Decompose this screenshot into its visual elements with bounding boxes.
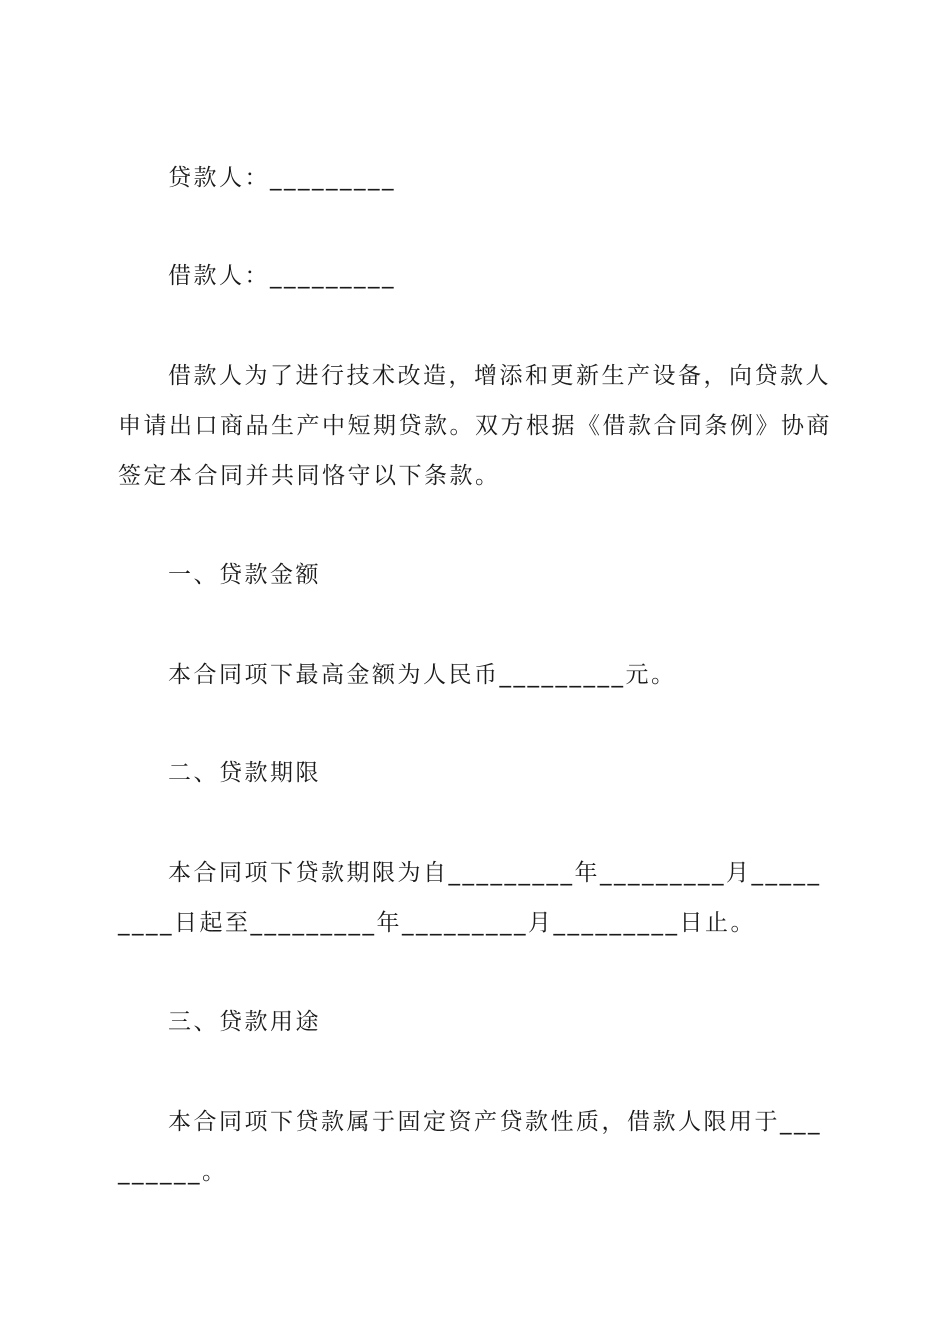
lender-line: 贷款人：_________ <box>168 165 396 191</box>
borrower-line: 借款人：_________ <box>168 263 396 289</box>
loan-purpose-paragraph: 本合同项下贷款属于固定资产贷款性质，借款人限用于_________。 <box>118 1109 822 1185</box>
section-heading-loan-amount: 一、贷款金额 <box>168 562 321 588</box>
section-heading-loan-term: 二、贷款期限 <box>168 760 321 786</box>
loan-amount-paragraph: 本合同项下最高金额为人民币_________元。 <box>168 662 677 688</box>
loan-term-paragraph: 本合同项下贷款期限为自_________年_________月_________日起至_________年_________月_________日止。 <box>118 860 822 936</box>
intro-paragraph: 借款人为了进行技术改造，增添和更新生产设备，向贷款人申请出口商品生产中短期贷款。双方根据《借款合同条例》协商签定本合同并共同恪守以下条款。 <box>118 363 832 489</box>
section-heading-loan-purpose: 三、贷款用途 <box>168 1009 321 1035</box>
